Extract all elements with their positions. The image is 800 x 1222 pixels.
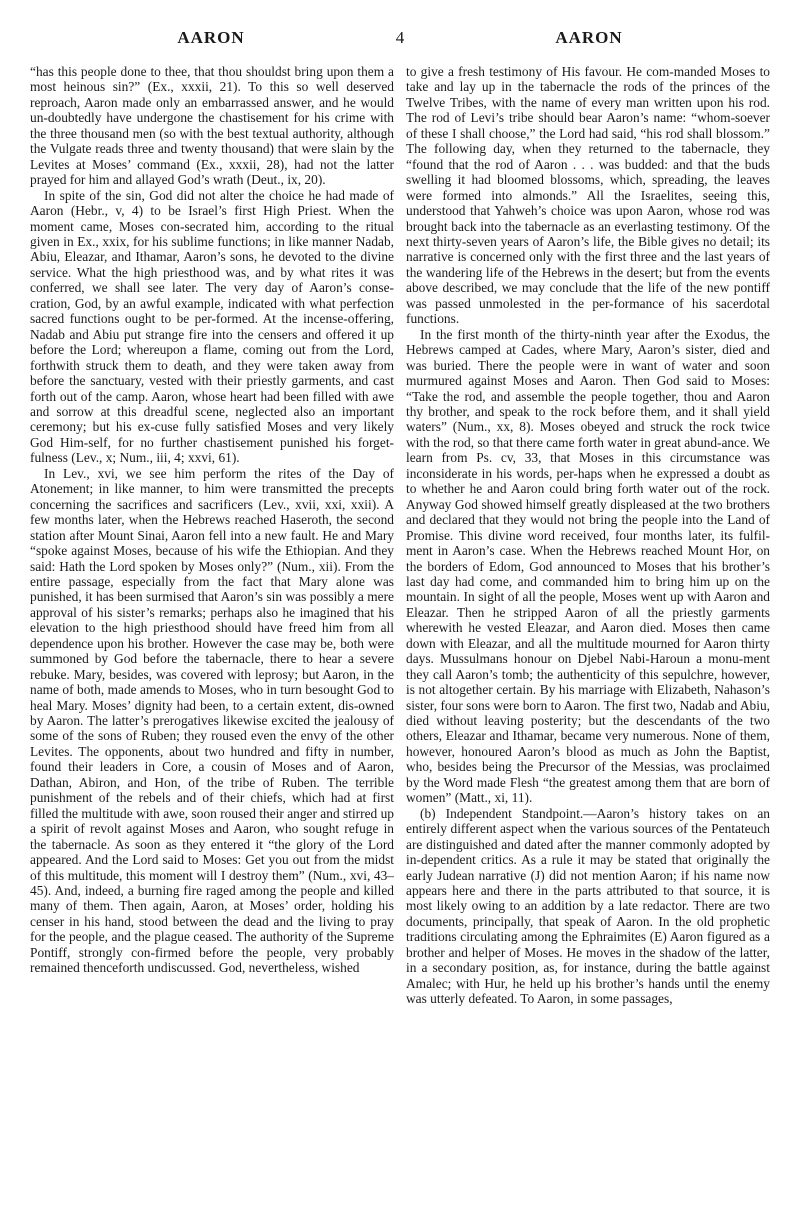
running-title-right: AARON [555,28,623,47]
page-number: 4 [395,28,405,47]
text-columns [30,64,770,1007]
running-title-left: AARON [177,28,245,47]
right-column [406,64,770,1007]
paragraph: “has this people done to thee, that thou shouldst bring upon them a most heinous sin?” (Ex., xxxii, 21). To this so well deserved reproach, Aaron made only an embarrassed answer, and he would un-doubtedly have undergone the chastisement for his crime with the three thousand men (so with the best textual authority, although the Vulgate reads three and twenty thousand) that were slain by the Levites at Moses’ command (Ex., xxxii, 28), had not the latter prayed for him and allayed God’s wrath (Deut., ix, 20). [30,64,394,188]
paragraph: (b) Independent Standpoint.—Aaron’s history takes on an entirely different aspect when the various sources of the Pentateuch are distinguished and dated after the manner commonly adopted by in-dependent critics. As a rule it may be stated that originally the early Judean narrative (J) did not mention Aaron; if his name now appears here and there in the parts attributed to that source, it is most likely owing to an addition by a late redactor. There are two documents, principally, that speak of Aaron. In the old prophetic traditions circulating among the Ephraimites (E) Aaron figured as a brother and helper of Moses. He moves in the shadow of the latter, in a secondary position, as, for instance, during the battle against Amalec; with Hur, he held up his brother’s hands until the enemy was utterly defeated. To Aaron, in some passages, [406,805,770,1007]
paragraph: In the first month of the thirty-ninth year after the Exodus, the Hebrews camped at Cades, where Mary, Aaron’s sister, died and was buried. There the people were in want of water and soon murmured against Moses and Aaron. Then God said to Moses: “Take the rod, and assemble the people together, thou and Aaron thy brother, and speak to the rock before them, and it shall yield waters” (Num., xx, 8). Moses obeyed and struck the rock twice with the rod, so that there came forth water in great abund-ance. We learn from Ps. cv, 33, that Moses in this circumstance was inconsiderate in his words, per-haps when he expressed a doubt as to whether he and Aaron could bring forth water out of the rock. Anyway God showed himself greatly displeased at the two brothers and declared that they would not bring the people into the Land of Promise. This divine word received, four months later, its fulfil-ment in Aaron’s case. When the Hebrews reached Mount Hor, on the borders of Edom, God announced to Moses that his brother’s last day had come, and commanded him to bring him up on the mountain. In sight of all the people, Moses went up with Aaron and Eleazar. Then he stripped Aaron of all the priestly garments wherewith he vested Eleazar, and Aaron died. Moses then came down with Eleazar, and all the multitude mourned for Aaron thirty days. Mussulmans honour on Djebel Nabi-Haroun a monu-ment they call Aaron’s tomb; the authenticity of this sepulchre, however, is not altogether certain. By his marriage with Elizabeth, Nahason’s sister, four sons were born to Aaron. The first two, Nadab and Abiu, died without leaving posterity; but the descendants of the two others, Eleazar and Ithamar, became very numerous. None of them, however, honoured Aaron’s blood as much as John the Baptist, who, besides being the Precursor of the Messias, was proclaimed by the Word made Flesh “the greatest among them that are born of women” (Matt., xi, 11). [406,326,770,806]
running-header [30,28,770,54]
left-column [30,64,394,1007]
paragraph: to give a fresh testimony of His favour. He com-manded Moses to take and lay up in the tabernacle the rods of the princes of the Twelve Tribes, with the name of every man written upon his rod. The rod of Levi’s tribe should bear Aaron’s name: “whom-soever of these I shall choose,” the Lord had said, “his rod shall blossom.” The following day, when they returned to the tabernacle, they “found that the rod of Aaron . . . was budded: and that the buds swelling it had bloomed blossoms, which, spreading, the leaves were formed into almonds.” All the Israelites, seeing this, understood that Yahweh’s choice was upon Aaron, whose rod was brought back into the tabernacle as an everlasting testimony. Of the next thirty-seven years of Aaron’s life, the Bible gives no detail; its narrative is concerned only with the first three and the last years of the wandering life of the Hebrews in the desert; but from the events above described, we may conclude that the life of the new pontiff was passed unmolested in the per-formance of his sacerdotal functions. [406,64,770,327]
paragraph: In spite of the sin, God did not alter the choice he had made of Aaron (Hebr., v, 4) to be Israel’s first High Priest. When the moment came, Moses con-secrated him, according to the ritual given in Ex., xxix, for his sublime functions; in like manner Nadab, Abiu, Eleazar, and Ithamar, Aaron’s sons, he devoted to the divine service. What the high priesthood was, and by what rites it was conferred, we shall see later. The very day of Aaron’s conse-cration, God, by an awful example, indicated with what perfection sacred functions ought to be per-formed. At the incense-offering, Nadab and Abiu put strange fire into the censers and offered it up before the Lord; whereupon a flame, coming out from the Lord, forthwith struck them to death, and they were taken away from before the sanctuary, vested with their priestly garments, and cast forth out of the camp. Aaron, whose heart had been filled with awe and sorrow at this dreadful scene, neglected also an important ceremony; but his ex-cuse fully satisfied Moses and very likely God Him-self, for no further chastisement punished his forget-fulness (Lev., x; Num., iii, 4; xxvi, 61). [30,187,394,466]
paragraph: In Lev., xvi, we see him perform the rites of the Day of Atonement; in like manner, to him were transmitted the precepts concerning the sacrifices and sacrificers (Lev., xvii, xxi, xxii). A few months later, when the Hebrews reached Haseroth, the second station after Mount Sinai, Aaron fell into a new fault. He and Mary “spoke against Moses, because of his wife the Ethiopian. And they said: Hath the Lord spoken by Moses only?” (Num., xii). From the entire passage, especially from the fact that Mary alone was punished, it has been surmised that Aaron’s sin was possibly a mere approval of his sister’s remarks; perhaps also he imagined that his elevation to the high priesthood should have freed him from all dependence upon his brother. However the case may be, both were summoned by God before the tabernacle, there to hear a severe rebuke. Mary, besides, was covered with leprosy; but Aaron, in the name of both, made amends to Moses, who in turn besought God to heal Mary. Moses’ dignity had been, to a certain extent, dis-owned by Aaron. The latter’s prerogatives likewise excited the jealousy of some of the sons of Ruben; they roused even the envy of the other Levites. The opponents, about two hundred and fifty in number, found their leaders in Core, a cousin of Moses and of Aaron, Dathan, Abiron, and Hon, of the tribe of Ruben. The terrible punishment of the rebels and of their chiefs, which had at first filled the multitude with awe, soon roused their anger and stirred up a spirit of revolt against Moses and Aaron, who sought refuge in the tabernacle. As soon as they entered it “the glory of the Lord appeared. And the Lord said to Moses: Get you out from the midst of this multitude, this moment will I destroy them” (Num., xvi, 43–45). And, indeed, a burning fire raged among the people and killed many of them. Then again, Aaron, at Moses’ order, holding his censer in his hand, stood between the dead and the living to pray for the people, and the plague ceased. The authority of the Supreme Pontiff, strongly con-firmed before the people, very probably remained thenceforth undiscussed. God, nevertheless, wished [30,465,394,976]
